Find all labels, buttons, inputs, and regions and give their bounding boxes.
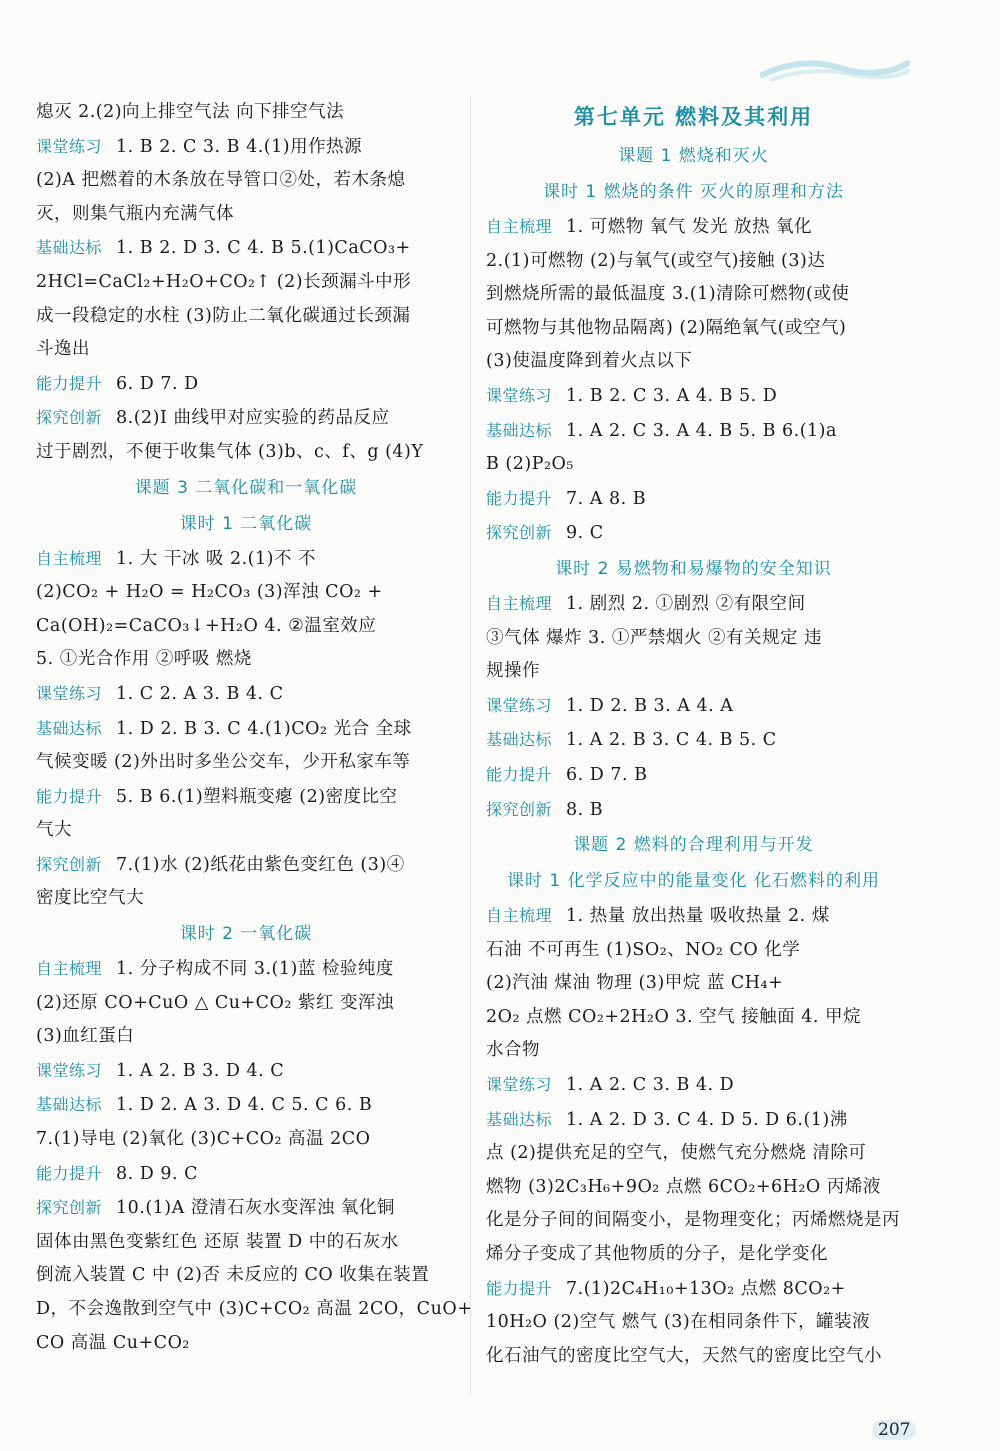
answer-line bbox=[486, 758, 901, 793]
section-heading: 课时 2 易燃物和易爆物的安全知识 bbox=[555, 558, 832, 579]
answer-text: 石油 不可再生 (1)SO₂、NO₂ CO 化学 bbox=[486, 939, 801, 960]
answer-line bbox=[486, 312, 901, 346]
answer-line bbox=[36, 367, 456, 402]
answer-text: 水合物 bbox=[486, 1040, 540, 1061]
answer-text: 固体由黑色变紫红色 还原 装置 D 中的石灰水 bbox=[36, 1231, 399, 1252]
category-tag: 能力提升 bbox=[36, 786, 103, 806]
section-heading: 课时 1 化学反应中的能量变化 化石燃料的利用 bbox=[506, 871, 881, 892]
answer-text: 7.(1)2C₄H₁₀+13O₂ 点燃 8CO₂+ bbox=[566, 1278, 846, 1299]
answer-text: 1. 可燃物 氧气 发光 放热 氧化 bbox=[566, 217, 813, 237]
answer-line bbox=[486, 655, 901, 689]
answer-text: (2)CO₂ + H₂O = H₂CO₃ (3)浑浊 CO₂ + bbox=[36, 582, 383, 603]
category-tag: 自主梳理 bbox=[36, 959, 103, 979]
answer-line bbox=[36, 231, 456, 266]
answer-line bbox=[36, 333, 456, 367]
page-number: 207 bbox=[872, 1420, 916, 1440]
category-tag: 自主梳理 bbox=[486, 906, 553, 926]
wave-decoration bbox=[760, 52, 910, 84]
answer-line bbox=[486, 1238, 901, 1272]
answer-text: 10H₂O (2)空气 燃气 (3)在相同条件下，罐装液 bbox=[486, 1312, 871, 1333]
section-heading: 课时 2 一氧化碳 bbox=[179, 924, 313, 945]
answer-text: 化是分子间的间隔变小，是物理变化；丙烯燃烧是丙 bbox=[486, 1210, 900, 1231]
category-tag: 能力提升 bbox=[486, 488, 553, 508]
section-heading: 课题 3 二氧化碳和一氧化碳 bbox=[134, 477, 358, 498]
category-tag: 自主梳理 bbox=[486, 217, 553, 236]
section-heading: 课题 1 燃烧和灭火 bbox=[618, 146, 769, 166]
answer-text: 10.(1)A 澄清石灰水变浑浊 氧化铜 bbox=[116, 1198, 395, 1219]
answer-text: 6. D 7. D bbox=[116, 373, 199, 394]
answer-text: 气候变暖 (2)外出时多坐公交车，少开私家车等 bbox=[36, 752, 411, 773]
answer-line bbox=[36, 1327, 456, 1361]
answer-line bbox=[36, 1191, 456, 1226]
answer-text: 1. 分子构成不同 3.(1)蓝 检验纯度 bbox=[116, 959, 394, 980]
answer-line bbox=[36, 198, 456, 232]
answer-line bbox=[36, 1293, 473, 1327]
answer-text: 燃物 (3)2C₃H₆+9O₂ 点燃 6CO₂+6H₂O 丙烯液 bbox=[486, 1176, 881, 1197]
answer-text: 化石油气的密度比空气大，天然气的密度比空气小 bbox=[486, 1345, 882, 1366]
answer-text: 7.(1)水 (2)纸花由紫色变红色 (3)④ bbox=[116, 854, 405, 875]
answer-line bbox=[36, 677, 456, 712]
answer-text: 2.(1)可燃物 (2)与氧气(或空气)接触 (3)达 bbox=[486, 250, 826, 271]
category-tag: 能力提升 bbox=[486, 764, 553, 784]
category-tag: 课堂练习 bbox=[486, 385, 553, 405]
answer-line bbox=[486, 482, 901, 517]
answer-text: 1. 剧烈 2. ①剧烈 ②有限空间 bbox=[566, 593, 806, 614]
answer-text: 8.(2)Ⅰ 曲线甲对应实验的药品反应 bbox=[116, 408, 390, 429]
answer-line bbox=[486, 278, 901, 312]
answer-line bbox=[36, 1054, 456, 1089]
answer-line bbox=[36, 610, 456, 644]
answer-text: 可燃物与其他物品隔离) (2)隔绝氧气(或空气) bbox=[486, 317, 847, 338]
answer-line bbox=[36, 436, 456, 470]
section-heading: 课时 1 燃烧的条件 灭火的原理和方法 bbox=[542, 182, 845, 202]
answer-text: 1. A 2. D 3. C 4. D 5. D 6.(1)沸 bbox=[566, 1109, 848, 1130]
answer-line bbox=[486, 1034, 901, 1068]
answer-line bbox=[36, 1259, 456, 1293]
category-tag: 基础达标 bbox=[36, 718, 103, 738]
category-tag: 探究创新 bbox=[486, 799, 553, 819]
unit-title: 第七单元 燃料及其利用 bbox=[573, 105, 814, 129]
category-tag: 探究创新 bbox=[36, 1198, 103, 1218]
answer-line bbox=[36, 300, 456, 334]
answer-line bbox=[486, 587, 901, 622]
category-tag: 自主梳理 bbox=[36, 548, 103, 568]
category-tag: 课堂练习 bbox=[36, 136, 103, 156]
answer-text: 8. D 9. C bbox=[116, 1163, 199, 1184]
answer-line bbox=[486, 1204, 901, 1238]
answer-line bbox=[36, 746, 456, 780]
answer-line bbox=[486, 379, 901, 414]
answer-line bbox=[36, 882, 456, 916]
category-tag: 能力提升 bbox=[36, 373, 103, 393]
answer-text: 5. ①光合作用 ②呼吸 燃烧 bbox=[36, 649, 252, 670]
category-tag: 课堂练习 bbox=[486, 1075, 553, 1095]
answer-text: 1. B 2. C 3. B 4.(1)用作热源 bbox=[116, 136, 363, 157]
category-tag: 课堂练习 bbox=[36, 683, 103, 703]
answer-text: (2)还原 CO+CuO △ Cu+CO₂ 紫红 变浑浊 bbox=[36, 992, 395, 1013]
answer-text: 1. A 2. C 3. A 4. B 5. B 6.(1)a bbox=[566, 420, 837, 441]
answer-text: 到燃烧所需的最低温度 3.(1)清除可燃物(或使 bbox=[486, 284, 850, 305]
answer-line bbox=[486, 1137, 901, 1171]
answer-text: 气大 bbox=[36, 820, 72, 841]
category-tag: 探究创新 bbox=[36, 854, 103, 874]
answer-line bbox=[486, 245, 901, 279]
answer-text: 1. A 2. C 3. B 4. D bbox=[566, 1075, 735, 1096]
answer-text: 规操作 bbox=[486, 661, 540, 682]
answer-line bbox=[486, 516, 901, 551]
category-tag: 自主梳理 bbox=[486, 593, 553, 613]
answer-text: 9. C bbox=[566, 523, 604, 544]
right-column bbox=[486, 96, 901, 1373]
answer-line bbox=[36, 780, 456, 815]
answer-line bbox=[36, 1123, 456, 1157]
answer-text: 8. B bbox=[566, 799, 604, 820]
category-tag: 基础达标 bbox=[486, 420, 553, 440]
answer-line bbox=[36, 1157, 456, 1192]
answer-text: (2)A 把燃着的木条放在导管口②处，若木条熄 bbox=[36, 170, 406, 191]
answer-line bbox=[486, 448, 901, 482]
answer-text: 1. B 2. D 3. C 4. B 5.(1)CaCO₃+ bbox=[116, 238, 411, 259]
answer-line bbox=[486, 1272, 901, 1307]
answer-text: CO 高温 Cu+CO₂ bbox=[36, 1332, 190, 1353]
category-tag: 能力提升 bbox=[486, 1278, 553, 1298]
answer-line bbox=[486, 1306, 901, 1340]
answer-line bbox=[36, 1020, 456, 1054]
answer-text: 2O₂ 点燃 CO₂+2H₂O 3. 空气 接触面 4. 甲烷 bbox=[486, 1006, 862, 1027]
answer-text: 过于剧烈，不便于收集气体 (3)b、c、f、g (4)Y bbox=[36, 441, 424, 462]
answer-line bbox=[36, 848, 456, 883]
answer-line bbox=[486, 899, 901, 934]
answer-text: 1. A 2. B 3. D 4. C bbox=[116, 1060, 285, 1081]
answer-text: 7.(1)导电 (2)氧化 (3)C+CO₂ 高温 2CO bbox=[36, 1129, 371, 1150]
answer-text: 密度比空气大 bbox=[36, 888, 144, 909]
category-tag: 能力提升 bbox=[36, 1163, 103, 1183]
answer-line bbox=[486, 934, 901, 968]
answer-text: (2)汽油 煤油 物理 (3)甲烷 蓝 CH₄+ bbox=[486, 973, 784, 994]
answer-text: (3)血红蛋白 bbox=[36, 1026, 135, 1047]
answer-line bbox=[36, 96, 456, 130]
answer-text: 灭，则集气瓶内充满气体 bbox=[36, 203, 234, 224]
answer-line bbox=[486, 1171, 901, 1205]
answer-text: 6. D 7. B bbox=[566, 764, 648, 785]
answer-line bbox=[36, 542, 456, 577]
category-tag: 基础达标 bbox=[486, 1109, 553, 1129]
answer-text: 1. B 2. C 3. A 4. B 5. D bbox=[566, 385, 778, 406]
answer-line bbox=[486, 1001, 901, 1035]
answer-line bbox=[36, 164, 456, 198]
answer-line bbox=[486, 210, 901, 245]
answer-text: 点 (2)提供充足的空气，使燃气充分燃烧 清除可 bbox=[486, 1143, 867, 1164]
answer-text: 倒流入装置 C 中 (2)否 未反应的 CO 收集在装置 bbox=[36, 1265, 430, 1286]
answer-text: 1. A 2. B 3. C 4. B 5. C bbox=[566, 730, 777, 751]
answer-line bbox=[36, 401, 456, 436]
category-tag: 探究创新 bbox=[486, 523, 553, 543]
category-tag: 课堂练习 bbox=[486, 695, 553, 715]
answer-line bbox=[486, 1068, 901, 1103]
answer-line bbox=[486, 723, 901, 758]
category-tag: 课堂练习 bbox=[36, 1060, 103, 1080]
answer-text: 5. B 6.(1)塑料瓶变瘪 (2)密度比空 bbox=[116, 786, 398, 807]
category-tag: 探究创新 bbox=[36, 408, 103, 428]
answer-line bbox=[36, 814, 456, 848]
category-tag: 基础达标 bbox=[486, 730, 553, 750]
answer-line bbox=[486, 793, 901, 828]
answer-line bbox=[486, 689, 901, 724]
answer-line bbox=[486, 345, 901, 379]
answer-text: 斗逸出 bbox=[36, 339, 90, 360]
answer-text: D，不会逸散到空气中 (3)C+CO₂ 高温 2CO，CuO+ bbox=[36, 1299, 473, 1319]
answer-text: 1. D 2. A 3. D 4. C 5. C 6. B bbox=[116, 1095, 373, 1116]
answer-text: 1. 大 干冰 吸 2.(1)不 不 bbox=[116, 548, 317, 569]
answer-line bbox=[36, 712, 456, 747]
answer-line bbox=[36, 1226, 456, 1260]
category-tag: 基础达标 bbox=[36, 238, 103, 258]
answer-text: 1. 热量 放出热量 吸收热量 2. 煤 bbox=[566, 906, 830, 927]
answer-line bbox=[36, 987, 456, 1021]
left-column bbox=[36, 96, 473, 1360]
answer-line bbox=[36, 576, 456, 610]
section-heading: 课题 2 燃料的合理利用与开发 bbox=[573, 835, 814, 856]
answer-text: 1. D 2. B 3. A 4. A bbox=[566, 695, 734, 716]
answer-line bbox=[36, 1088, 456, 1123]
answer-text: Ca(OH)₂=CaCO₃↓+H₂O 4. ②温室效应 bbox=[36, 615, 377, 636]
answer-line bbox=[36, 952, 456, 987]
answer-line bbox=[486, 1340, 901, 1374]
answer-text: B (2)P₂O₅ bbox=[486, 454, 574, 475]
answer-text: 1. C 2. A 3. B 4. C bbox=[116, 683, 284, 704]
answer-line bbox=[486, 1103, 901, 1138]
section-heading: 课时 1 二氧化碳 bbox=[179, 513, 313, 534]
answer-text: ③气体 爆炸 3. ①严禁烟火 ②有关规定 违 bbox=[486, 627, 823, 648]
answer-line bbox=[486, 967, 901, 1001]
answer-text: 熄灭 2.(2)向上排空气法 向下排空气法 bbox=[36, 102, 345, 122]
answer-text: 2HCl=CaCl₂+H₂O+CO₂↑ (2)长颈漏斗中形 bbox=[36, 271, 412, 292]
answer-text: 成一段稳定的水柱 (3)防止二氧化碳通过长颈漏 bbox=[36, 305, 411, 326]
answer-line bbox=[486, 414, 901, 449]
answer-text: 7. A 8. B bbox=[566, 488, 647, 509]
answer-line bbox=[486, 622, 901, 656]
category-tag: 基础达标 bbox=[36, 1095, 103, 1115]
answer-text: 1. D 2. B 3. C 4.(1)CO₂ 光合 全球 bbox=[116, 718, 412, 739]
answer-text: 烯分子变成了其他物质的分子，是化学变化 bbox=[486, 1244, 828, 1265]
answer-line bbox=[36, 130, 456, 165]
answer-line bbox=[36, 643, 456, 677]
answer-text: (3)使温度降到着火点以下 bbox=[486, 351, 693, 372]
answer-line bbox=[36, 266, 456, 300]
column-divider bbox=[470, 96, 471, 1396]
